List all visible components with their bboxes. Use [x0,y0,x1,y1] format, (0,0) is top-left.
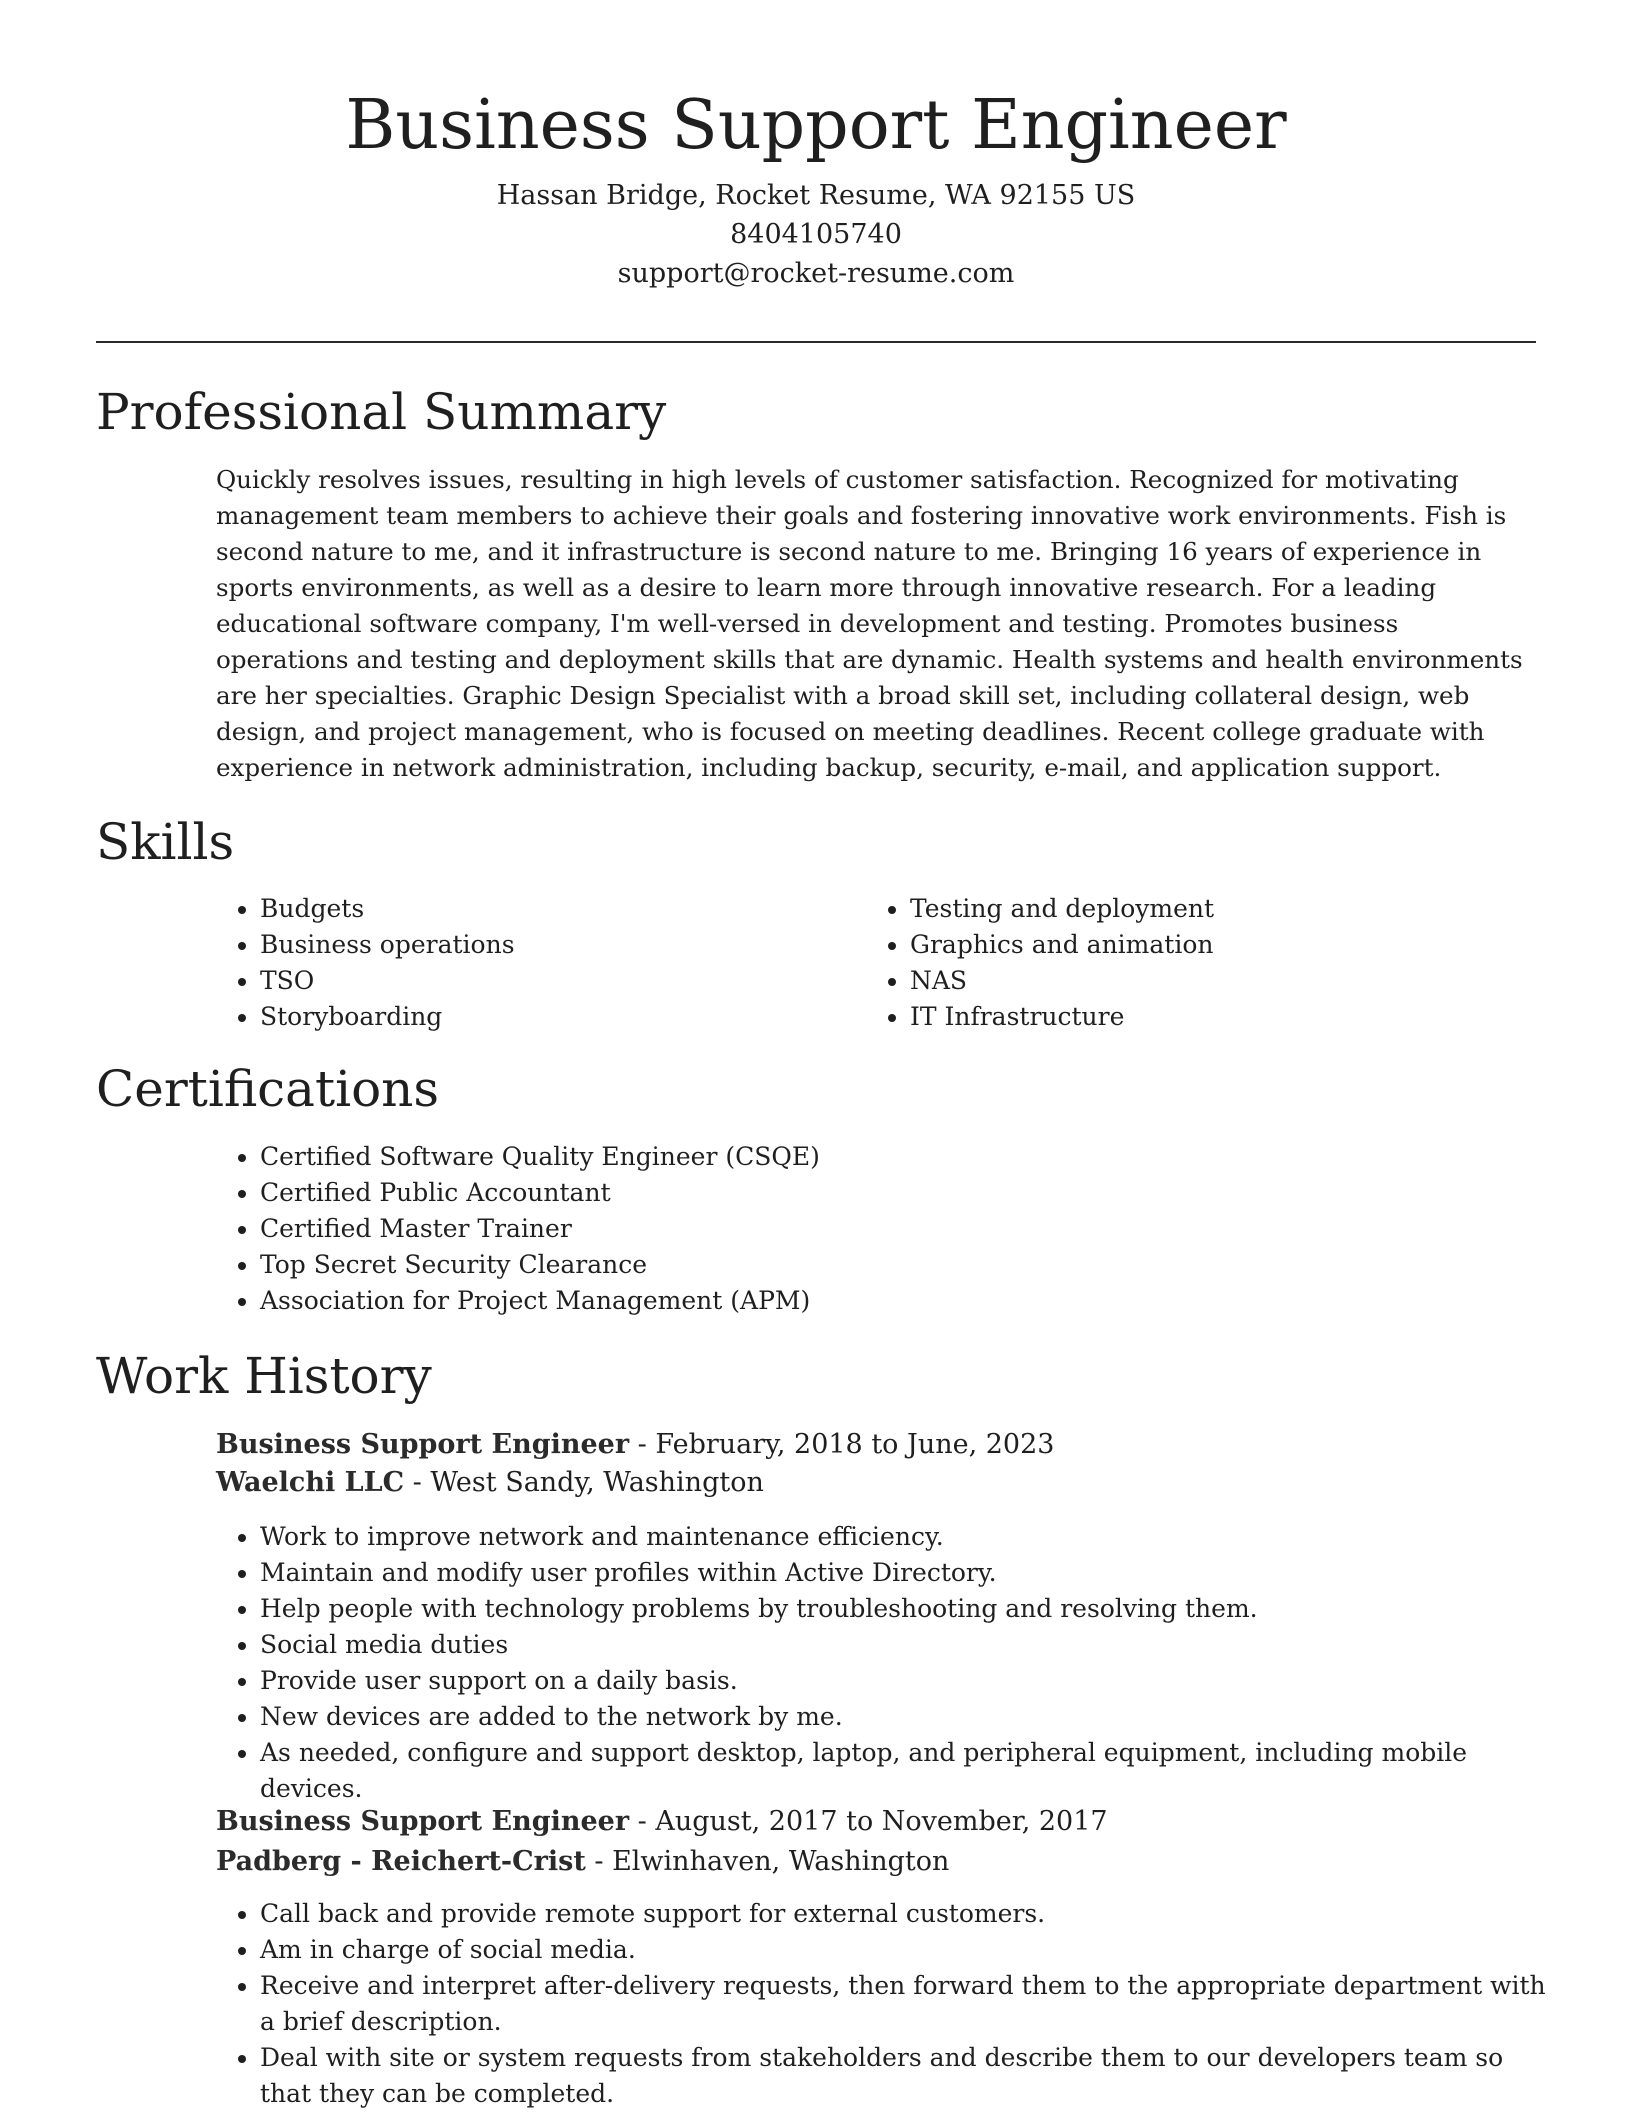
job-role: Business Support Engineer [216,1806,630,1837]
job-company: Waelchi LLC [216,1467,405,1498]
job-company-line [216,1843,949,1881]
skills-heading: Skills [96,813,235,871]
job-location: - Elwinhaven, Washington [585,1846,950,1877]
job-duty-item: • New devices are added to the network by me. [260,1699,1560,1735]
header-divider [96,341,1536,343]
job-duties-list [216,1896,1560,2112]
job-role: Business Support Engineer [216,1429,630,1460]
job-duty-item: • Call back and provide remote support for external customers. [260,1896,1560,1932]
skill-item: • NAS [910,963,1550,999]
job-duty-item: • Provide user support on a daily basis. [260,1663,1560,1699]
certifications-heading: Certifications [96,1060,440,1118]
job-duty-item: • Maintain and modify user profiles within Active Directory. [260,1555,1560,1591]
job-company: Padberg - Reichert-Crist [216,1846,586,1877]
summary-heading: Professional Summary [96,383,667,441]
skill-item: • IT Infrastructure [910,999,1550,1035]
certification-item: • Certified Public Accountant [260,1175,1540,1211]
job-duty-item: • Work to improve network and maintenance efficiency. [260,1519,1560,1555]
contact-address: Hassan Bridge, Rocket Resume, WA 92155 US [496,180,1136,211]
certification-item: • Top Secret Security Clearance [260,1247,1540,1283]
skill-item: • Storyboarding [260,999,860,1035]
skill-item: • TSO [260,963,860,999]
contact-info [0,176,1632,293]
job-duty-item: • Deal with site or system requests from stakeholders and describe them to our developers team so that they can be completed. [260,2040,1560,2112]
summary-text: Quickly resolves issues, resulting in high levels of customer satisfaction. Recognized for motivating management team members to achieve their goals and fostering innovative work environments. Fish is second nature to me, and it infrastructure is second nature to me. Bringing 16 years of experience in sports environments, as well as a desire to learn more through innovative research. For a leading educational software company, I'm well-versed in development and testing. Promotes business operations and testing and deployment skills that are dynamic. Health systems and health environments are her specialties. Graphic Design Specialist with a broad skill set, including collateral design, web design, and project management, who is focused on meeting deadlines. Recent college graduate with experience in network administration, including backup, security, e-mail, and application support. [216,465,1523,782]
job-duties-list [216,1519,1560,1807]
skills-list-left [216,891,860,1035]
contact-phone: 8404105740 [730,219,902,250]
certification-item: • Certified Software Quality Engineer (CSQE) [260,1139,1540,1175]
certification-item: • Association for Project Management (APM) [260,1283,1540,1319]
certifications-list [216,1139,1540,1319]
job-duty-item: • As needed, configure and support desktop, laptop, and peripheral equipment, including mobile devices. [260,1735,1560,1807]
candidate-name: Business Support Engineer [345,86,1287,165]
skill-item: • Business operations [260,927,860,963]
skill-item: • Graphics and animation [910,927,1550,963]
job-title-line [216,1426,1054,1464]
skill-item: • Budgets [260,891,860,927]
resume-header [0,0,1632,293]
job-dates: - February, 2018 to June, 2023 [629,1429,1055,1460]
skills-list-right [866,891,1550,1035]
job-dates: - August, 2017 to November, 2017 [629,1806,1108,1837]
skill-item: • Testing and deployment [910,891,1550,927]
job-duty-item: • Receive and interpret after-delivery requests, then forward them to the appropriate department with a brief description. [260,1968,1560,2040]
job-duty-item: • Am in charge of social media. [260,1932,1560,1968]
job-location: - West Sandy, Washington [404,1467,764,1498]
work-history-heading: Work History [96,1347,432,1405]
job-duty-item: • Help people with technology problems by troubleshooting and resolving them. [260,1591,1560,1627]
job-title-line [216,1803,1108,1841]
certification-item: • Certified Master Trainer [260,1211,1540,1247]
job-duty-item: • Social media duties [260,1627,1560,1663]
contact-email: support@rocket-resume.com [617,258,1015,289]
job-company-line [216,1464,764,1502]
